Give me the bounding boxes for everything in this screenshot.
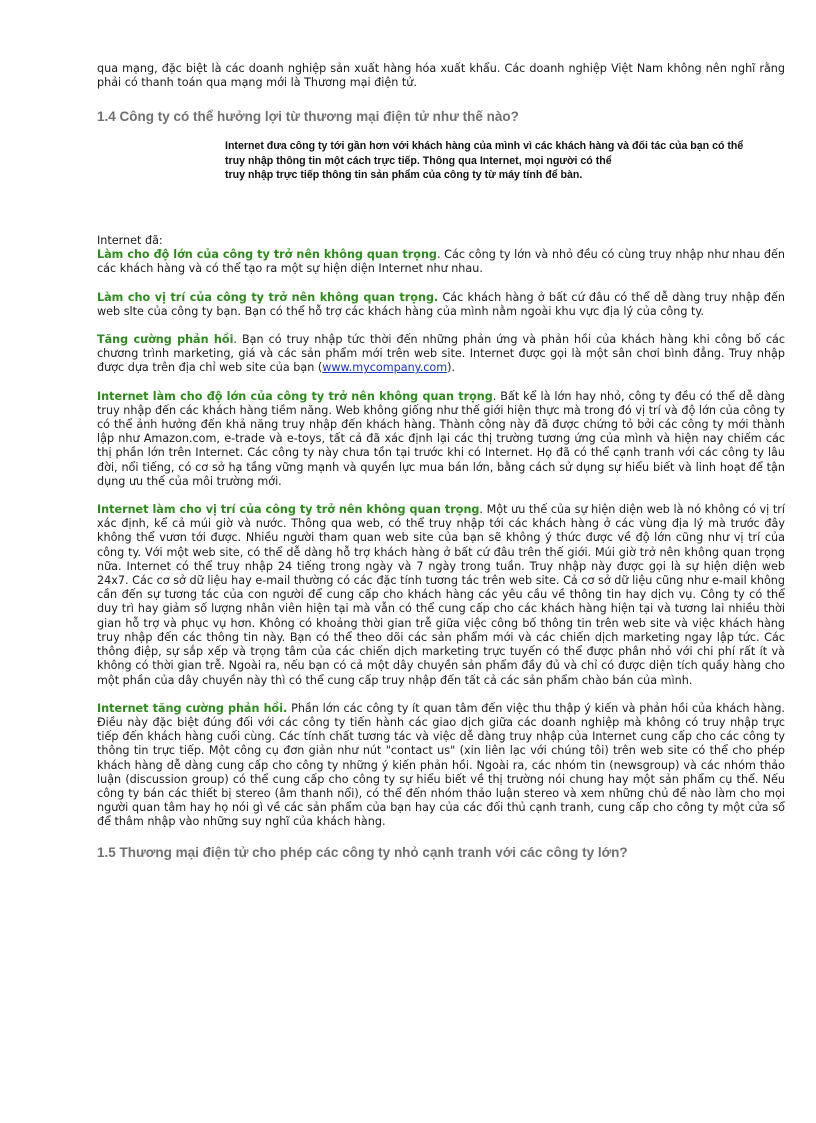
point-lead: Tăng cường phản hồi xyxy=(97,333,234,347)
section-1-5-heading: 1.5 Thương mại điện tử cho phép các công ty nhỏ cạnh tranh với các công ty lớn? xyxy=(97,844,628,860)
detail-text: . Một ưu thế của sự hiện diện web là nó không có vị trí xác định, kể cả múi giờ và nước. Thông qua web, có thể truy nhập tới các khách hàng ở các vùng địa lý mà trước đây không thể vươn tới được. Nhiều người tham quan web site của bạn sẽ không ý thức được về độ lớn cũng như vị trí của công ty. Với một web site, có thể dễ dàng hỗ trợ khách hàng ở bất cứ đâu trên thế giới. Múi giờ trở nên không quan trọng nữa. Internet có thể truy nhập 24 tiếng trong ngày và 7 ngày trong tuần. Truy nhập này được gọi là sự hiện diện web 24x7. Các cơ sở dữ liệu hay e-mail thường có các đặc tính tương tác trên web site. Cả cơ sở dữ liệu cũng như e-mail không cần đến sự tương tác của con người để cung cấp cho khách hàng các yêu cầu về thông tin hay dịch vụ. Công ty có thể duy trì hay giảm số lượng nhân viên hiện tại mà vẫn có thể cung cấp cho các khách hàng hiện tại và tương lai nhiều thời gian hỗ trợ và phục vụ hơn. Không có khoảng thời gian trễ giữa việc công bố thông tin trên web site và việc khách hàng truy nhập đến các thông tin này. Bạn có thể theo dõi các sản phẩm mới và các chiến dịch marketing ngay lập tức. Các thông điệp, sự sắp xếp và trọng tâm của các chiến dịch marketing trực tuyến có thể được phân nhỏ với chi phí rất ít và không có thời gian trễ. Ngoài ra, nếu bạn có cả một dây chuyền sản phẩm đầy đủ và chỉ có được diện tích quầy hàng cho một phần của dây chuyền này thì có thể cung cấp truy nhập đến tất cả các sản phẩm chào bán của mình. xyxy=(97,503,785,687)
quote-line: truy nhập thông tin một cách trực tiếp. Thông qua Internet, mọi người có thể xyxy=(225,154,612,167)
quote-line: Internet đưa công ty tới gần hơn với khách hàng của mình vì các khách hàng và đối tác của bạn có thể xyxy=(225,140,744,153)
detail-lead: Internet làm cho vị trí của công ty trở nên không quan trọng xyxy=(97,503,480,517)
section-1-4-heading: 1.4 Công ty có thể hưởng lợi từ thương mại điện tử như thế nào? xyxy=(97,109,519,125)
point-paragraph xyxy=(97,291,785,319)
point-lead: Làm cho vị trí của công ty trở nên không quan trọng. xyxy=(97,290,439,304)
point-lead: Làm cho độ lớn của công ty trở nên không quan trọng xyxy=(97,248,437,262)
document-page xyxy=(97,62,785,861)
detail-text: . Bất kể là lớn hay nhỏ, công ty đều có thể dễ dàng truy nhập đến các khách hàng tiềm năng. Web không giống như thế giới hiện thực mà trong đó vị trí và độ lớn của công ty có thể ảnh hưởng đến khả năng truy nhập đến khách hàng. Thành công này đã được chứng tỏ bởi các công ty mới thành lập như Amazon.com, e-trade và e-toys, tất cả đã xác định lại các thị trường tương ứng của mình và hiện nay chiếm các thị phần lớn trên Internet. Các công ty này chưa tồn tại trước khi có Internet. Họ đã có thể cạnh tranh với các công ty lâu đời, nổi tiếng, có cơ sở hạ tầng vững mạnh và quyền lực mua bán lớn, bằng cách sử dụng sự hiểu biết và linh hoạt để tận dụng ưu thế của môi trường mới. xyxy=(97,389,785,488)
point-text: . Bạn có truy nhập tức thời đến những phản ứng và phản hồi của khách hàng khi công bố các chương trình marketing, giá và các sản phẩm mới trên web site. Internet được gọi là một sân chơi bình đẳng. Truy nhập được dựa trên địa chỉ web site của bạn ( xyxy=(97,333,785,375)
detail-paragraph xyxy=(97,390,785,489)
website-link[interactable]: www.mycompany.com xyxy=(322,361,448,375)
detail-paragraph xyxy=(97,503,785,688)
detail-paragraph xyxy=(97,702,785,830)
point-text: . Các công ty lớn và nhỏ đều có cùng truy nhập như nhau đến các khách hàng và có thể tạo ra một sự hiện diện Internet như nhau. xyxy=(97,248,786,276)
detail-lead: Internet làm cho độ lớn của công ty trở nên không quan trọng xyxy=(97,389,493,403)
point-paragraph xyxy=(97,248,785,276)
point-text: ). xyxy=(447,361,456,375)
point-paragraph xyxy=(97,333,785,376)
point-text: Các khách hàng ở bất cứ đâu có thể dễ dàng truy nhập đến web slte của công ty bạn. Bạn có thể hỗ trợ các khách hàng của mình nằm ngoài khu vực địa lý của công ty. xyxy=(97,290,785,318)
highlight-quote xyxy=(225,139,785,182)
detail-lead: Internet tăng cường phản hồi. xyxy=(97,701,288,715)
internet-label: Internet đã: xyxy=(97,234,163,248)
intro-paragraph: qua mạng, đặc biệt là các doanh nghiệp sản xuất hàng hóa xuất khẩu. Các doanh nghiệp Việt Nam không nên nghĩ rằng phải có thanh toán qua mạng mới là Thương mại điện tử. xyxy=(97,62,785,90)
quote-line: truy nhập trực tiếp thông tin sản phẩm của công ty từ máy tính để bàn. xyxy=(225,168,583,181)
detail-text: Phần lớn các công ty ít quan tâm đến việc thu thập ý kiến và phản hồi của khách hàng. Điều này đặc biệt đúng đối với các công ty tiến hành các giao dịch giữa các doanh nghiệp mà không có truy nhập trực tiếp đến khách hàng cuối cùng. Các tính chất tương tác và việc dễ dàng truy nhập của Internet cung cấp cho các công ty thông tin trực tiếp. Một công cụ đơn giản như nút "contact us" (xin liên lạc với chúng tôi) trên web site có thể cho phép khách hàng dễ dàng cung cấp cho công ty những ý kiến phản hồi. Ngoài ra, các nhóm tin (newsgroup) và các nhóm thảo luận (discussion group) có thể cung cấp cho công ty sự hiểu biết về thị trường nói chung hay một sản phẩm cụ thể. Nếu công ty bán các thiết bị stereo (âm thanh nổi), có thể đến nhóm thảo luận stereo và xem những chủ đề nào làm cho mọi người quan tâm hay họ nói gì về các sản phẩm của bạn hay của các đối thủ cạnh tranh, cung cấp cho công ty một cửa sổ để thâm nhập vào những suy nghĩ của khách hàng. xyxy=(97,701,785,829)
